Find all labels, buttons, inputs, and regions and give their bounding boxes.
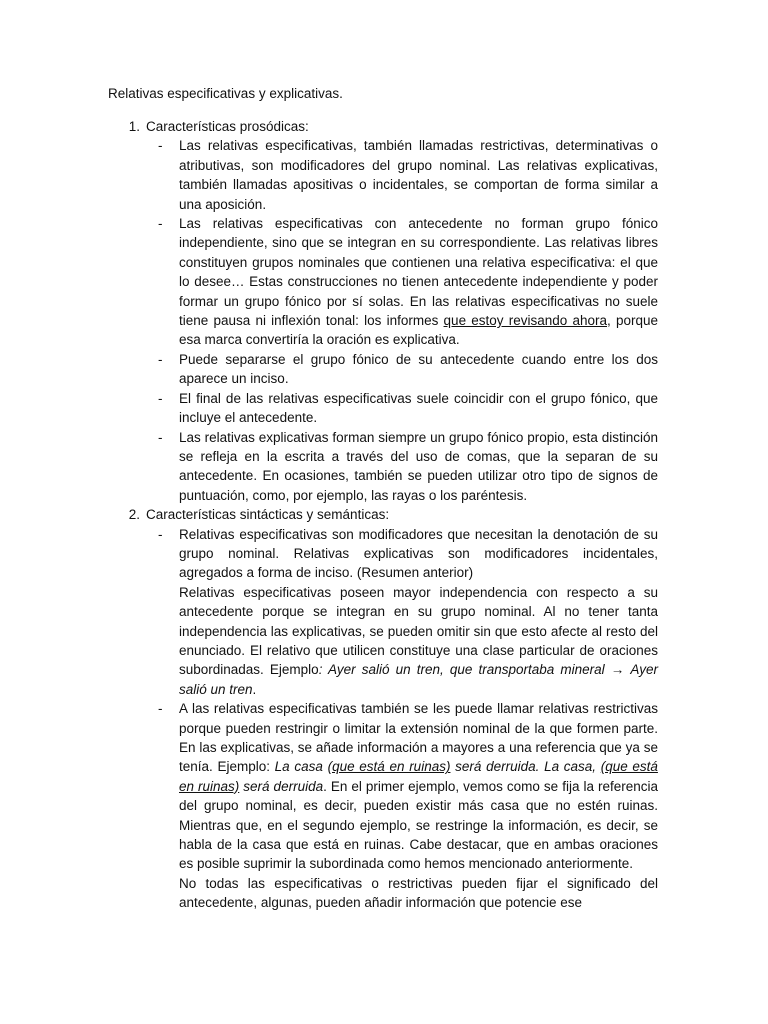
text-run: . En el primer ejemplo, vemos como se fija la referencia del grupo nominal, es decir, pueden existir más casa que no estén ruinas. Mientras que, en el segundo ejemplo, se restringe la información, es decir, se habla de la casa que está en ruinas. Cabe destacar, que en ambas oraciones es posible suprimir la subordinada como hemos mencionado anteriormente. [179, 778, 658, 872]
list-item-body [179, 389, 658, 428]
list-item-body [179, 699, 658, 912]
list-item [108, 428, 658, 506]
text-run: Relativas especificativas poseen mayor independencia con respecto a su antecedente porque se integran en su grupo nominal. Al no tener tanta independencia las explicativas, se pueden omitir sin que esto afecte al resto del enunciado. El relativo que utilicen constituye una clase particular de oraciones subordinadas. Ejemplo [179, 584, 658, 678]
paragraph [179, 428, 658, 506]
list-item [108, 214, 658, 350]
section-number: 1. [128, 119, 140, 134]
dash-bullet: - [158, 526, 163, 542]
text-run: que estoy revisando ahora [443, 313, 607, 329]
paragraph [179, 874, 658, 913]
dash-bullet: - [158, 351, 163, 367]
list-item-body [179, 428, 658, 506]
paragraph [179, 214, 658, 350]
text-run: Las relativas especificativas, también llamadas restrictivas, determinativas o atributivas, son modificadores del grupo nominal. Las relativas explicativas, también llamadas apositivas o incidentales, se comportan de forma similar a una aposición. [179, 138, 658, 212]
section [108, 117, 658, 505]
list-item-body [179, 350, 658, 389]
list-item [108, 350, 658, 389]
text-run: Relativas especificativas son modificadores que necesitan la denotación de su grupo nominal. Relativas explicativas son modificadores incidentales, agregados a forma de inciso. (Resumen anterior) [179, 526, 658, 581]
text-run: , porque esa marca convertiría la oración es explicativa. [179, 313, 658, 348]
text-run: será derruida. [450, 759, 540, 775]
list-item-body [179, 525, 658, 700]
paragraph [179, 350, 658, 389]
paragraph [179, 699, 658, 874]
paragraph [179, 136, 658, 214]
text-run: La casa, [544, 759, 601, 775]
text-run: La casa [274, 759, 328, 775]
bullet-list [108, 136, 658, 505]
text-run: Las relativas explicativas forman siempre un grupo fónico propio, esta distinción se refleja en la escrita a través del uso de comas, que la separan de su antecedente. En ocasiones, también se pueden utilizar otro tipo de signos de puntuación, como, por ejemplo, las rayas o los paréntesis. [179, 429, 658, 503]
list-item [108, 699, 658, 912]
section [108, 505, 658, 913]
paragraph [179, 583, 658, 699]
dash-bullet: - [158, 429, 163, 445]
paragraph [179, 525, 658, 583]
section-title: Características sintácticas y semánticas: [146, 507, 390, 523]
text-run: El final de las relativas especificativas suele coincidir con el grupo fónico, que incluye el antecedente. [179, 390, 658, 426]
text-run: : Ayer salió un tren, que transportaba mineral [318, 662, 605, 678]
text-run: Las relativas especificativas con antecedente no forman grupo fónico independiente, sino que se integran en su correspondiente. Las relativas libres constituyen grupos nominales que contienen una relativa especificativa: el que lo desee… Estas construcciones no tienen antecedente independiente y poder formar un grupo fónico por sí solas. En las relativas especificativas no suele tiene pausa ni inflexión tonal: los informes [179, 216, 658, 329]
section-heading [108, 117, 658, 136]
section-heading [108, 505, 658, 524]
document-title: Relativas especificativas y explicativas. [108, 86, 343, 101]
paragraph [179, 389, 658, 428]
section-title: Características prosódicas: [146, 119, 309, 134]
document-body [108, 117, 658, 913]
text-run: (que está en ruinas) [179, 759, 658, 794]
bullet-list [108, 525, 658, 913]
list-item [108, 525, 658, 700]
dash-bullet: - [158, 216, 163, 232]
text-run: Ayer salió un tren [179, 662, 658, 697]
text-run: → [604, 662, 631, 678]
section-number: 2. [128, 507, 140, 523]
text-run: . [252, 681, 257, 697]
text-run: será derruida [239, 778, 324, 794]
list-item-body [179, 214, 658, 350]
list-item [108, 389, 658, 428]
dash-bullet: - [158, 701, 163, 717]
dash-bullet: - [158, 138, 163, 154]
text-run: No todas las especificativas o restrictivas pueden fijar el significado del antecedente, algunas, pueden añadir información que potencie ese [179, 875, 658, 911]
text-run: (que está en ruinas) [327, 759, 451, 775]
list-item-body [179, 136, 658, 214]
text-run: A las relativas especificativas también se les puede llamar relativas restrictivas porque pueden restringir o limitar la extensión nominal de la que formen parte. En las explicativas, se añade información a mayores a una referencia que ya se tenía. Ejemplo: [179, 701, 658, 775]
text-run: Puede separarse el grupo fónico de su antecedente cuando entre los dos aparece un inciso. [179, 351, 658, 387]
dash-bullet: - [158, 390, 163, 406]
list-item [108, 136, 658, 214]
